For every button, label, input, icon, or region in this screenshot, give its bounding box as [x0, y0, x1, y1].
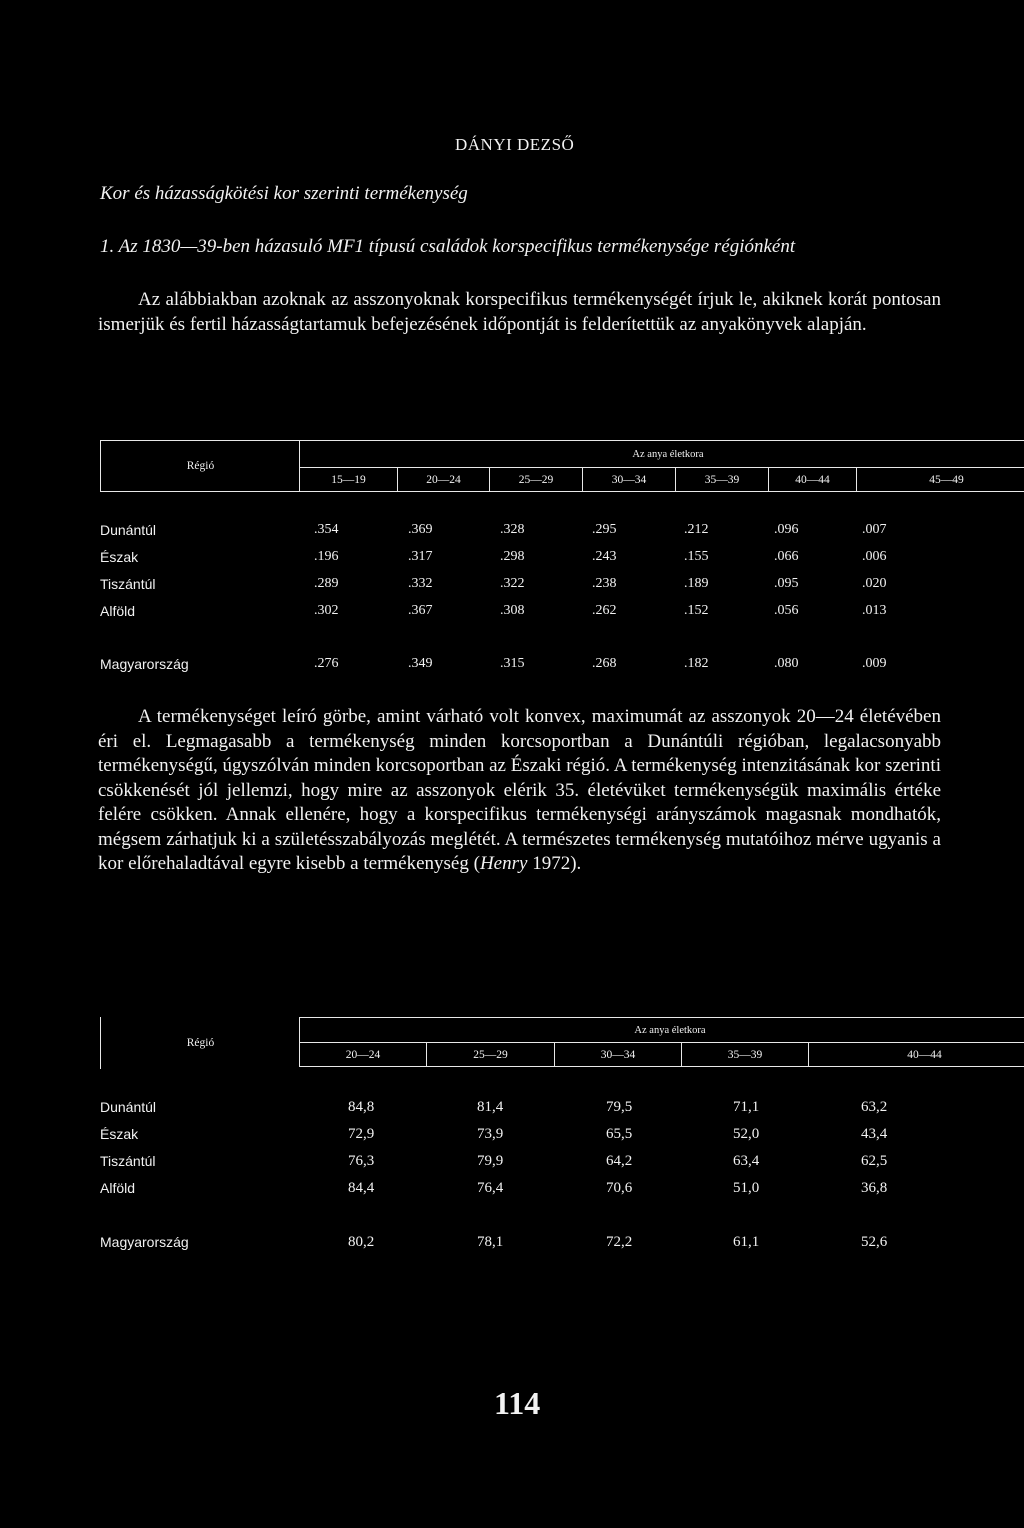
table2-cell: 64,2: [606, 1153, 633, 1169]
citation-year: 1972).: [527, 853, 582, 874]
table2-total-cell: 80,2: [348, 1234, 375, 1250]
running-header: DÁNYI DEZSŐ: [455, 135, 575, 154]
table2-cell: 73,9: [477, 1126, 504, 1142]
table2-cell: 79,9: [477, 1153, 504, 1169]
table1-total-cell: .080: [774, 656, 799, 671]
table2-total-label: Magyarország: [100, 1234, 189, 1250]
table2-cell: 62,5: [861, 1153, 888, 1169]
table1-cell: .289: [314, 576, 339, 591]
table2-row-label: Dunántúl: [100, 1099, 157, 1115]
table1-cell: .295: [592, 522, 617, 537]
table1-cell: .243: [592, 549, 617, 564]
table1-cell: .332: [408, 576, 433, 591]
table1-total-label: Magyarország: [100, 656, 189, 672]
table2-cell: 52,0: [733, 1126, 760, 1142]
table1-cell: .007: [862, 522, 887, 537]
table2-cell: 63,4: [733, 1153, 760, 1169]
table1-cell: .322: [500, 576, 525, 591]
table1-cell: .308: [500, 603, 525, 618]
table1-column-header: 45—49: [857, 468, 1024, 492]
table2-total-cell: 78,1: [477, 1234, 504, 1250]
table1-total-cell: .349: [408, 656, 433, 671]
table1-cell: .298: [500, 549, 525, 564]
table1-region-header: Régió: [100, 440, 300, 492]
table2-cell: 76,3: [348, 1153, 375, 1169]
table1-cell: .367: [408, 603, 433, 618]
table2-cell: 72,9: [348, 1126, 375, 1142]
table1-cell: .196: [314, 549, 339, 564]
table2-row-label: Alföld: [100, 1180, 136, 1196]
table1-column-header: 25—29: [490, 468, 583, 492]
table2-total-cell: 72,2: [606, 1234, 633, 1250]
body-text: A termékenységet leíró görbe, amint várható volt konvex, maximumát az asszonyok 20—24 életévében éri el. Legmagasabb a termékenység minden korcsoportban a Dunántúli régióban, legalacsonyabb termékenységű, úgyszólván minden korcsoportban az Északi régió. A termékenység intenzitásának kor szerinti csökkenését jól jellemzi, hogy mire az asszonyok elérik 35. életévüket termékenységük maximális értéke felére csökken. Annak ellenére, hogy a korspecifikus termékenységi arányszámok magasnak mondhatók, mégsem zárhatjuk ki a születésszabályozás meglétét. A természetes termékenység mutatóihoz mérve ugyanis a kor előrehaladtával egyre kisebb a termékenység (: [98, 706, 941, 874]
table2-region-header: Régió: [100, 1017, 300, 1069]
table1-cell: .238: [592, 576, 617, 591]
table1-cell: .302: [314, 603, 339, 618]
table1-row-label: Észak: [100, 549, 139, 565]
table1-total-cell: .182: [684, 656, 709, 671]
table1-column-header: 15—19: [299, 468, 398, 492]
table1-cell: .262: [592, 603, 617, 618]
table2-column-header: 20—24: [299, 1043, 427, 1067]
table2-column-header: 25—29: [427, 1043, 555, 1067]
table2-cell: 84,8: [348, 1099, 375, 1115]
table1-cell: .152: [684, 603, 709, 618]
table2-column-header: 35—39: [682, 1043, 809, 1067]
section-title: Kor és házasságkötési kor szerinti termékenység: [100, 183, 468, 204]
table1-total-cell: .315: [500, 656, 525, 671]
table2-cell: 81,4: [477, 1099, 504, 1115]
table2-cell: 71,1: [733, 1099, 760, 1115]
table1-group-header: Az anya életkora: [299, 440, 1024, 468]
table1-cell: .354: [314, 522, 339, 537]
table1-row-label: Dunántúl: [100, 522, 157, 538]
table1-column-header: 40—44: [769, 468, 857, 492]
table2-cell: 43,4: [861, 1126, 888, 1142]
table1-cell: .328: [500, 522, 525, 537]
table1-total-cell: .276: [314, 656, 339, 671]
table2-row-label: Tiszántúl: [100, 1153, 156, 1169]
table1-row-label: Alföld: [100, 603, 136, 619]
table1-column-header: 20—24: [398, 468, 490, 492]
table1-cell: .155: [684, 549, 709, 564]
table2-column-header: 40—44: [809, 1043, 1024, 1067]
table2-cell: 51,0: [733, 1180, 760, 1196]
intro-paragraph: Az alábbiakban azoknak az asszonyoknak korspecifikus termékenységét írjuk le, akiknek korát pontosan ismerjük és fertil házasságtartamuk befejezésének időpontját is felderítettük az anyakönyvek alapján.: [98, 289, 941, 335]
table1-row-label: Tiszántúl: [100, 576, 156, 592]
table1-cell: .369: [408, 522, 433, 537]
table1-cell: .095: [774, 576, 799, 591]
table2-column-header: 30—34: [555, 1043, 682, 1067]
table1-cell: .189: [684, 576, 709, 591]
table1-cell: .020: [862, 576, 887, 591]
table1-cell: .096: [774, 522, 799, 537]
table1-cell: .066: [774, 549, 799, 564]
table2-cell: 36,8: [861, 1180, 888, 1196]
subsection-title: 1. Az 1830—39-ben házasuló MF1 típusú családok korspecifikus termékenysége régiónként: [100, 236, 796, 257]
table1-cell: .056: [774, 603, 799, 618]
table2-cell: 65,5: [606, 1126, 633, 1142]
table2-cell: 70,6: [606, 1180, 633, 1196]
table2-cell: 79,5: [606, 1099, 633, 1115]
citation-author: Henry: [479, 853, 528, 874]
table2-row-label: Észak: [100, 1126, 139, 1142]
table1-column-header: 35—39: [676, 468, 769, 492]
table2-group-header: Az anya életkora: [299, 1017, 1024, 1043]
table1-total-cell: .009: [862, 656, 887, 671]
table1-total-cell: .268: [592, 656, 617, 671]
table2-cell: 76,4: [477, 1180, 504, 1196]
table2-total-cell: 52,6: [861, 1234, 888, 1250]
table1-cell: .212: [684, 522, 709, 537]
table2-cell: 84,4: [348, 1180, 375, 1196]
table2-cell: 63,2: [861, 1099, 888, 1115]
table2-total-cell: 61,1: [733, 1234, 760, 1250]
page-number: 114: [494, 1385, 541, 1421]
table1-cell: .317: [408, 549, 433, 564]
table1-column-header: 30—34: [583, 468, 676, 492]
table1-cell: .006: [862, 549, 887, 564]
table1-cell: .013: [862, 603, 887, 618]
body-paragraph: [98, 705, 941, 877]
